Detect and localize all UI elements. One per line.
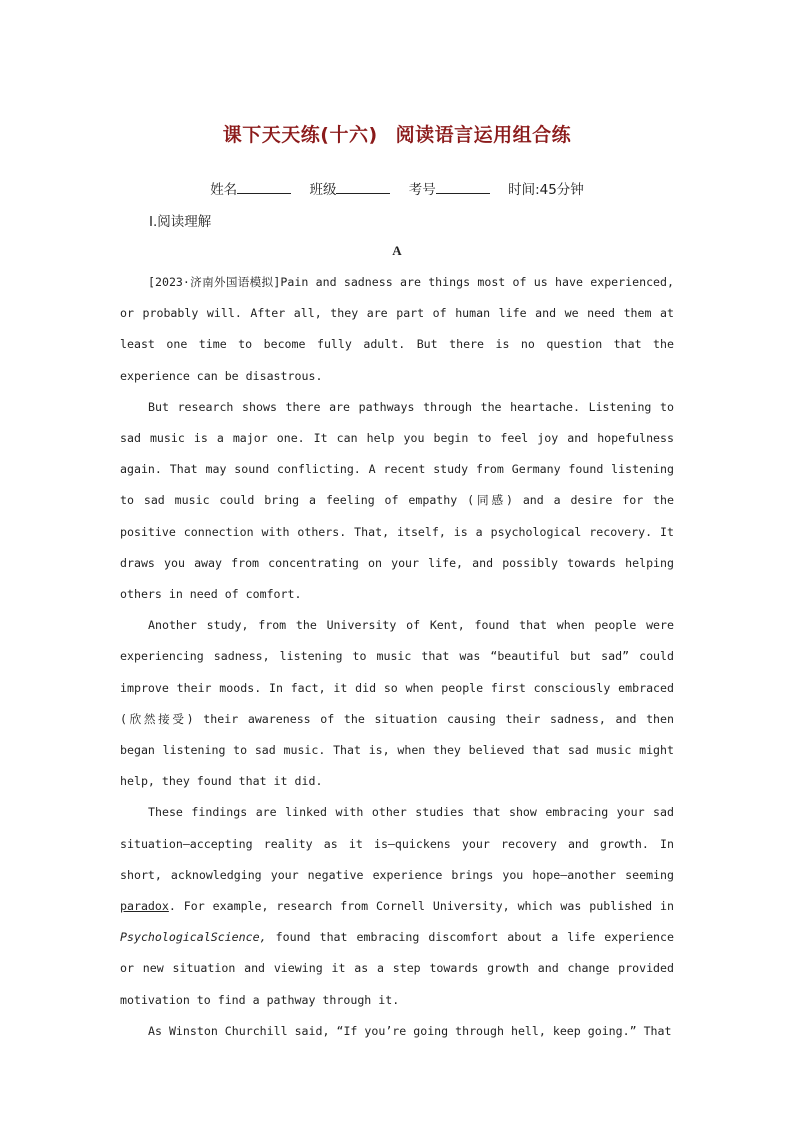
paragraph-3: Another study, from the University of Kent, found that when people were experiencing sadness, listening to music that was “beautiful but sad” could improve their moods. In fact, it did so when people first consciously embraced (欣然接受) their awareness of the situation causing their sadness, and then began listening to sad music. That is, when they believed that sad music might help, they found that it did. xyxy=(120,618,674,789)
student-info-line xyxy=(0,178,794,198)
paragraph-4-part-3: found that embracing discomfort about a life experience or new situation and viewing it as a step towards growth and change provided motivation to find a pathway through it. xyxy=(120,930,674,1007)
page-title xyxy=(0,120,794,147)
source-tag: [2023·济南外国语模拟] xyxy=(148,275,281,289)
paragraph-2: But research shows there are pathways through the heartache. Listening to sad music is a major one. It can help you begin to feel joy and hopefulness again. That may sound conflicting. A recent study from Germany found listening to sad music could bring a feeling of empathy (同感) and a desire for the positive connection with others. That, itself, is a psychological recovery. It draws you away from concentrating on your life, and possibly towards helping others in need of comfort. xyxy=(120,399,674,602)
name-blank[interactable] xyxy=(237,181,291,194)
underlined-word: paradox xyxy=(120,899,169,914)
number-blank[interactable] xyxy=(436,181,490,194)
section-heading: Ⅰ.阅读理解 xyxy=(149,214,212,230)
class-label: 班级 xyxy=(309,182,337,198)
passage-label: A xyxy=(392,243,402,258)
passage-body xyxy=(120,267,674,1047)
class-blank[interactable] xyxy=(336,181,390,194)
journal-name: PsychologicalScience, xyxy=(120,930,267,945)
time-text: 时间:45分钟 xyxy=(508,182,584,198)
number-label: 考号 xyxy=(408,182,436,198)
paragraph-1 xyxy=(120,267,674,392)
paragraph-4-part-2: . For example, research from Cornell University, which was published in xyxy=(168,899,674,914)
paragraph-5: As Winston Churchill said, “If you’re going through hell, keep going.” That xyxy=(148,1023,672,1038)
paragraph-4-part-1: These findings are linked with other studies that show embracing your sad situation—accepting reality as it is—quickens your recovery and growth. In short, acknowledging your negative experience brings you hope—another seeming xyxy=(120,805,674,882)
title-main: 课下天天练(十六) xyxy=(222,124,378,146)
name-label: 姓名 xyxy=(210,182,238,198)
paragraph-4 xyxy=(120,797,674,1015)
paragraph-1-text: Pain and sadness are things most of us have experienced, or probably will. After all, they are part of human life and we need them at least one time to become fully adult. But there is no question that the experience can be disastrous. xyxy=(120,275,674,383)
title-subtitle: 阅读语言运用组合练 xyxy=(395,124,572,146)
